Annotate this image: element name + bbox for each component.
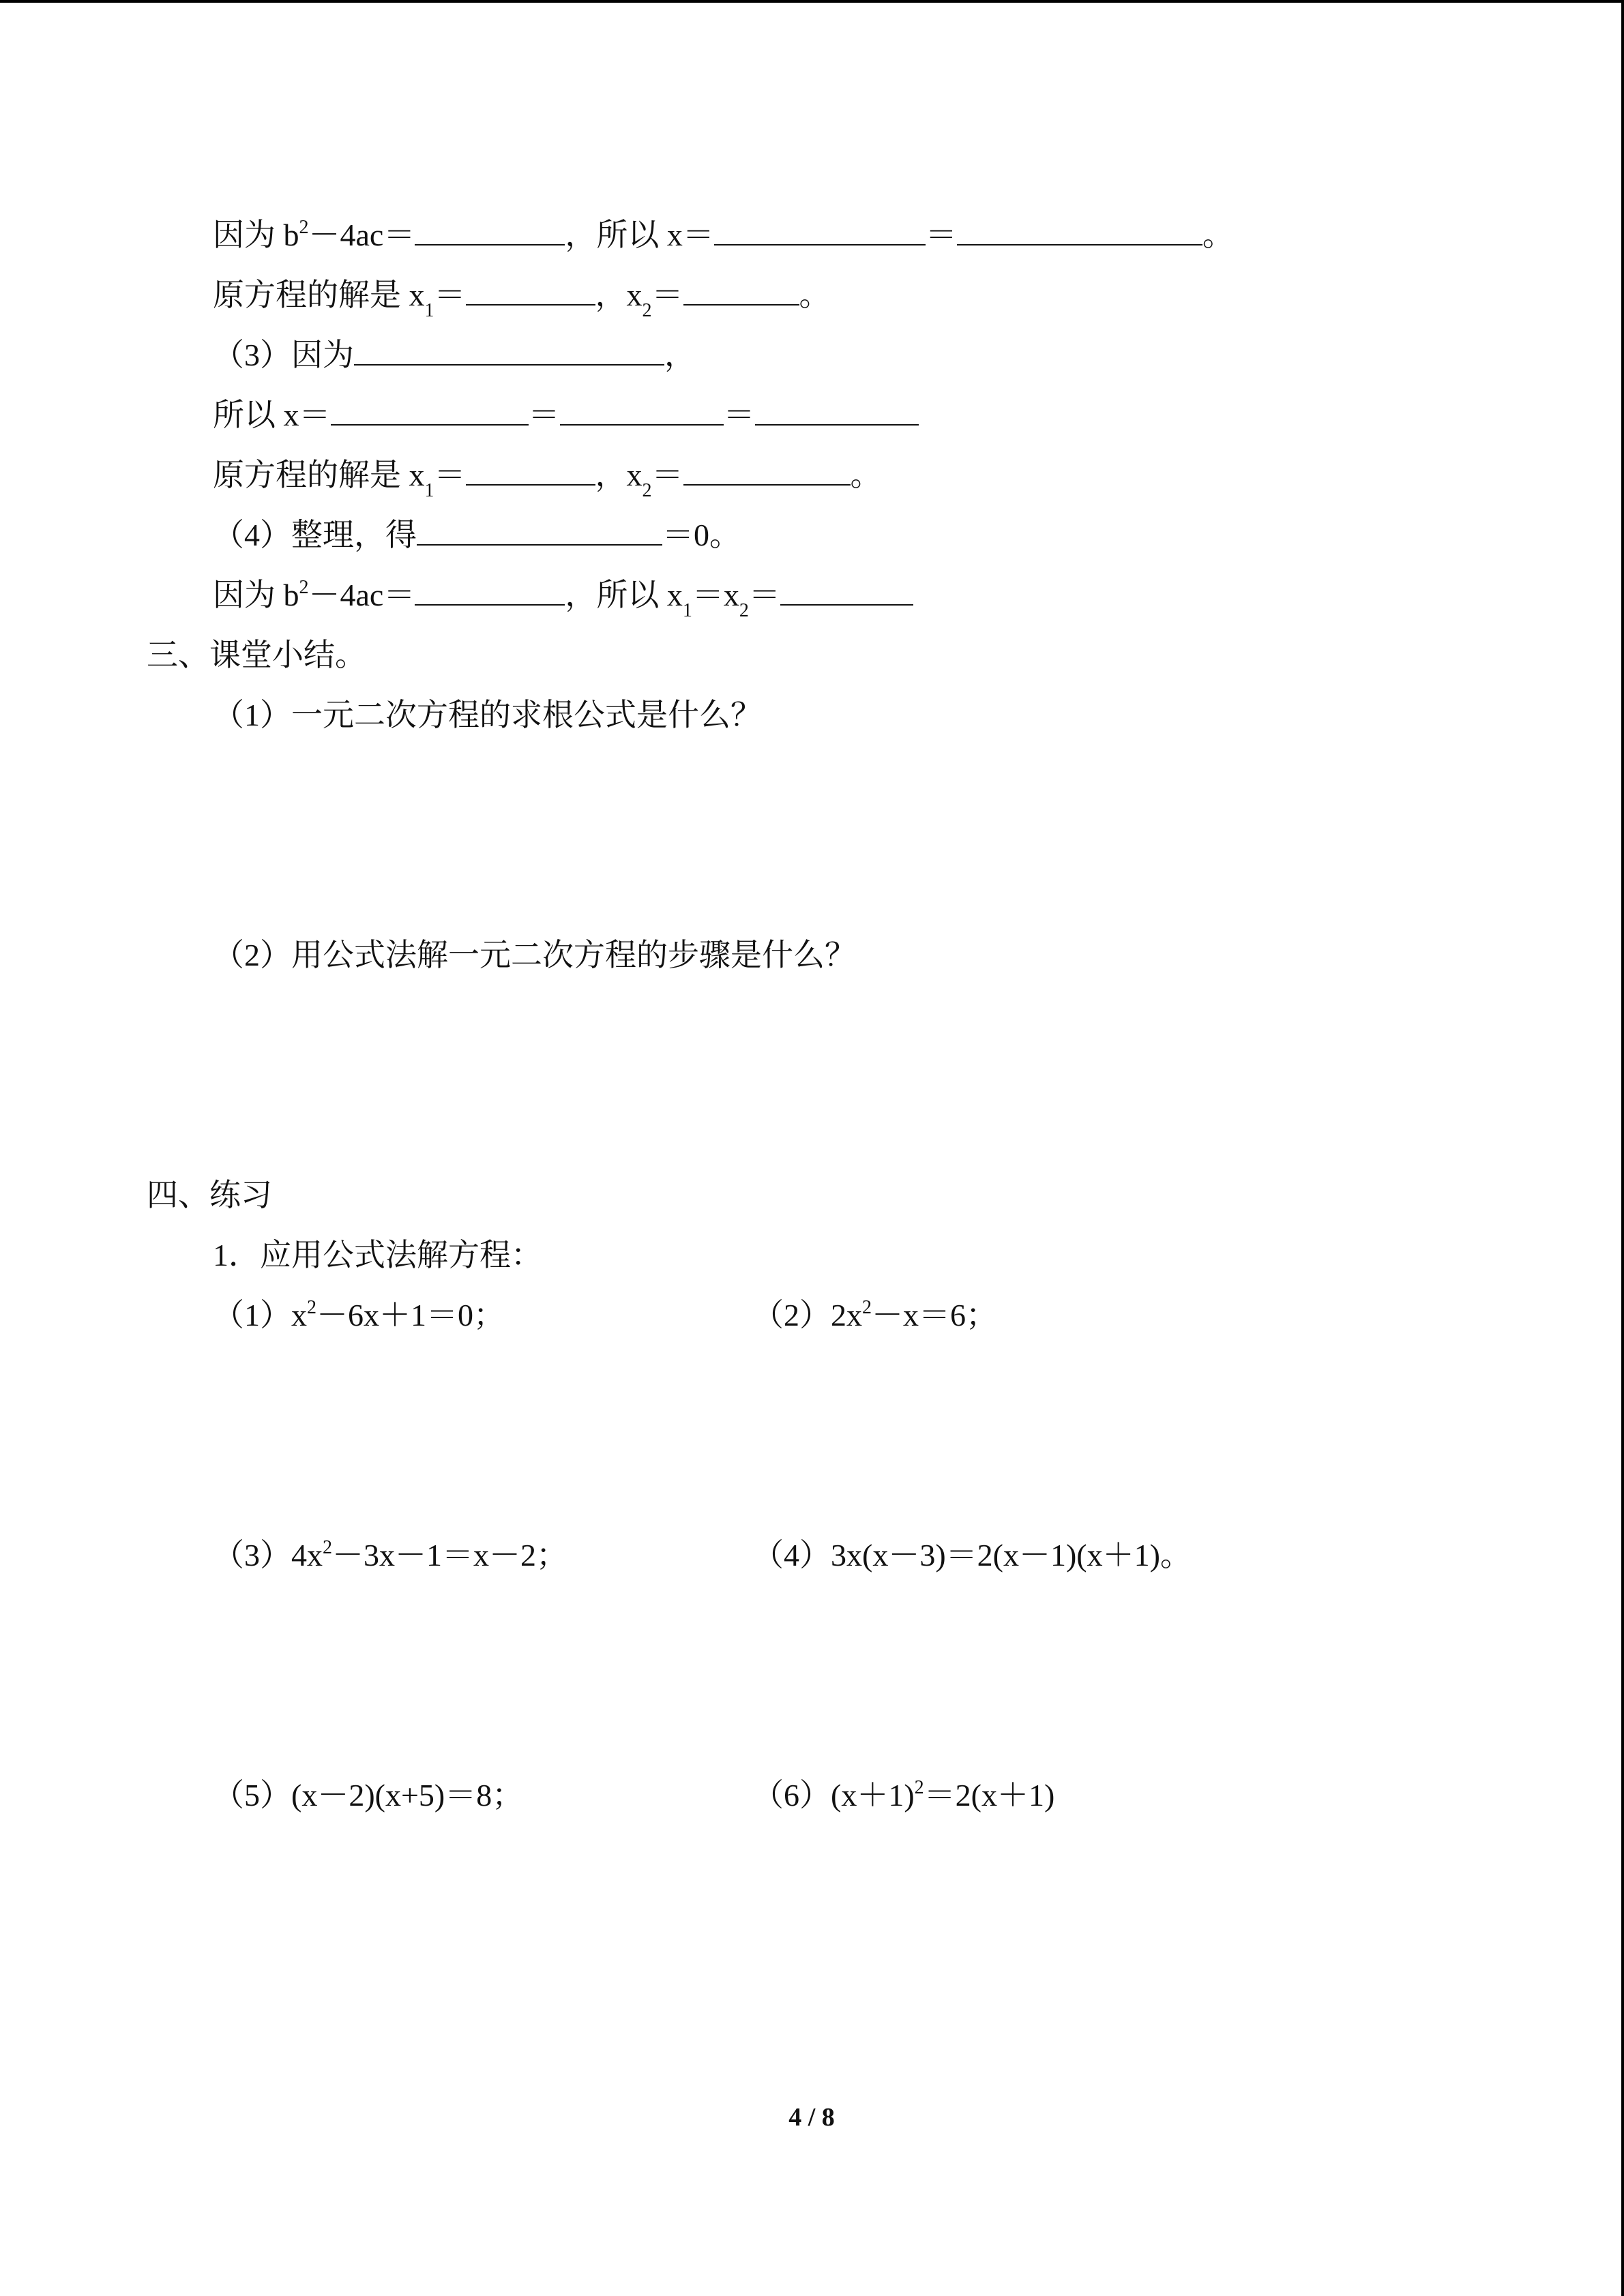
exercise-task: 1．应用公式法解方程：: [213, 1238, 542, 1272]
text: （6）(x＋1): [752, 1778, 915, 1813]
text: ，x: [595, 458, 643, 492]
problem-4: （4）3x(x－3)＝2(x－1)(x＋1)。: [752, 1538, 1192, 1572]
summary-question-1: （1）一元二次方程的求根公式是什么？: [213, 698, 762, 732]
page-number: 4 / 8: [788, 2103, 835, 2132]
text: ＝: [748, 578, 780, 612]
text: ＝x: [692, 578, 739, 612]
problem-3: [213, 1528, 567, 1583]
text: ＝: [434, 458, 466, 492]
blank[interactable]: [780, 570, 913, 606]
blank[interactable]: [331, 390, 529, 426]
text: －4ac＝: [308, 578, 415, 612]
text: 。: [850, 458, 882, 492]
text: 因为 b: [213, 218, 299, 252]
text: ＝0。: [662, 518, 741, 552]
text: 所以 x＝: [213, 398, 331, 432]
text: ＝: [528, 398, 560, 432]
blank[interactable]: [683, 450, 851, 486]
problem-2: [752, 1288, 997, 1343]
text: ，x: [595, 278, 643, 312]
text: （1）x: [213, 1298, 307, 1332]
blank[interactable]: [957, 210, 1202, 245]
superscript: 2: [323, 1536, 332, 1558]
text: －3x－1＝x－2；: [332, 1538, 567, 1572]
text: ＝: [651, 278, 683, 312]
text: －x＝6；: [872, 1298, 997, 1332]
superscript: 2: [862, 1296, 872, 1318]
text: －6x＋1＝0；: [316, 1298, 505, 1332]
blank[interactable]: [415, 210, 565, 245]
text: （3）因为: [213, 338, 354, 372]
text: （2）2x: [752, 1298, 862, 1332]
superscript: 2: [307, 1296, 316, 1318]
blank[interactable]: [683, 270, 799, 305]
subscript: 1: [682, 600, 692, 622]
problem-6: [752, 1768, 1054, 1823]
problem-5: （5）(x－2)(x+5)＝8；: [213, 1778, 524, 1813]
line-p3-so-x: [213, 388, 919, 443]
summary-question-2: （2）用公式法解一元二次方程的步骤是什么？: [213, 938, 856, 972]
blank[interactable]: [714, 210, 926, 245]
section-4-heading: 四、练习: [147, 1178, 272, 1212]
text: －4ac＝: [308, 218, 415, 252]
text: 。: [799, 278, 831, 312]
text: ＝2(x＋1): [924, 1778, 1055, 1813]
text: ＝: [434, 278, 466, 312]
subscript: 2: [642, 480, 652, 502]
text: ＝: [925, 218, 957, 252]
blank[interactable]: [354, 330, 664, 366]
superscript: 2: [914, 1776, 924, 1798]
superscript: 2: [299, 216, 309, 238]
line-p3-because: [213, 328, 696, 383]
blank[interactable]: [466, 270, 595, 305]
line-discriminant-1: [213, 208, 1234, 263]
section-3-heading: 三、课堂小结。: [147, 638, 366, 672]
subscript: 2: [739, 600, 749, 622]
line-solutions-2: [213, 448, 882, 503]
text: （3）4x: [213, 1538, 323, 1572]
blank[interactable]: [755, 390, 919, 426]
problem-1: [213, 1288, 505, 1343]
right-border: [1621, 0, 1624, 2296]
top-border: [0, 0, 1624, 3]
text: ＝: [723, 398, 755, 432]
line-p4-arrange: [213, 508, 741, 563]
subscript: 1: [424, 300, 434, 322]
text: 。: [1202, 218, 1234, 252]
text: ，所以 x: [565, 578, 683, 612]
blank[interactable]: [417, 510, 662, 546]
superscript: 2: [299, 576, 309, 598]
text: 因为 b: [213, 578, 299, 612]
text: ，: [664, 338, 696, 372]
blank[interactable]: [560, 390, 724, 426]
text: （4）整理，得: [213, 518, 417, 552]
line-discriminant-2: [213, 568, 913, 623]
subscript: 1: [424, 480, 434, 502]
subscript: 2: [642, 300, 652, 322]
line-solutions-1: [213, 268, 831, 323]
blank[interactable]: [466, 450, 595, 486]
text: 原方程的解是 x: [213, 278, 425, 312]
text: ，所以 x＝: [565, 218, 714, 252]
text: 原方程的解是 x: [213, 458, 425, 492]
text: ＝: [651, 458, 683, 492]
blank[interactable]: [415, 570, 565, 606]
